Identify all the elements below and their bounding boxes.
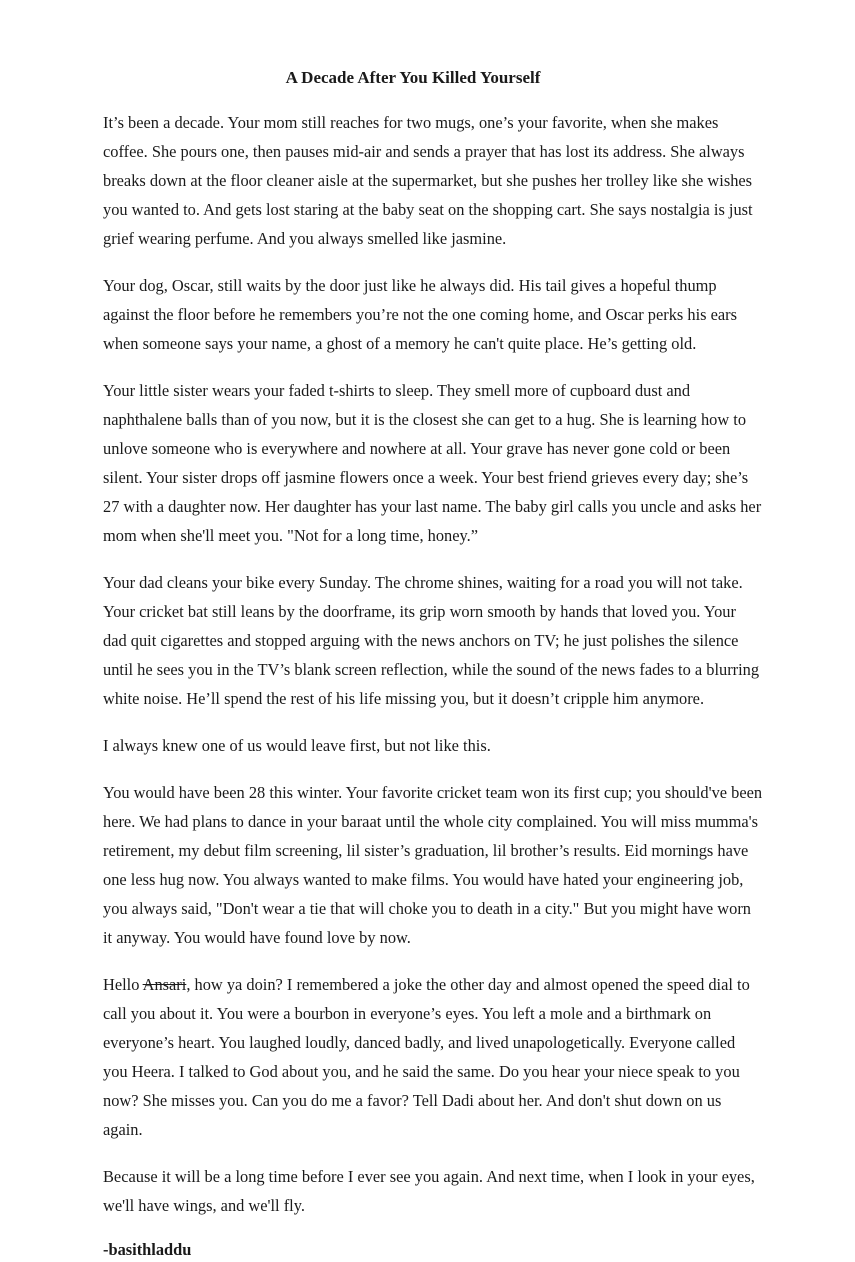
paragraph-hello — [103, 970, 763, 1144]
hello-prefix: Hello — [103, 975, 143, 994]
struck-name: Ansari — [142, 975, 187, 994]
hello-rest: , how ya doin? I remembered a joke the other day and almost opened the speed dial to call you about it. You were a bourbon in everyone’s eyes. You left a mole and a birthmark on everyone’s heart. You laughed loudly, danced badly, and lived unapologetically. Everyone called you Heera. I talked to God about you, and he said the same. Do you hear your niece speak to you now? She misses you. Can you do me a favor? Tell Dadi about her. And don't shut down on us again. — [103, 975, 750, 1139]
paragraph-sister: Your little sister wears your faded t-shirts to sleep. They smell more of cupboard dust and naphthalene balls than of you now, but it is the closest she can get to a hug. She is learning how to unlove someone who is everywhere and nowhere at all. Your grave has never gone cold or been silent. Your sister drops off jasmine flowers once a week. Your best friend grieves every day; she’s 27 with a daughter now. Her daughter has your last name. The baby girl calls you uncle and asks her mom when she'll meet you. "Not for a long time, honey.” — [103, 381, 762, 545]
paragraph-dad: Your dad cleans your bike every Sunday. The chrome shines, waiting for a road you will not take. Your cricket bat still leans by the doorframe, its grip worn smooth by hands that loved you. Your dad quit cigarettes and stopped arguing with the news anchors on TV; he just polishes the silence until he sees you in the TV’s blank screen reflection, while the sound of the news fades to a blurring white noise. He’ll spend the rest of his life missing you, but it doesn’t cripple him anymore. — [103, 573, 760, 708]
paragraph-closing: Because it will be a long time before I ever see you again. And next time, when I look in your eyes, we'll have wings, and we'll fly. — [103, 1167, 755, 1215]
document-page — [103, 66, 763, 1262]
document-title: A Decade After You Killed Yourself — [285, 68, 541, 87]
signature: -basithladdu — [103, 1240, 192, 1259]
paragraph-leave-first: I always knew one of us would leave first, but not like this. — [103, 736, 491, 755]
paragraph-would-have-been: You would have been 28 this winter. Your favorite cricket team won its first cup; you should've been here. We had plans to dance in your baraat until the whole city complained. You will miss mumma's retirement, my debut film screening, lil sister’s graduation, lil brother’s results. Eid mornings have one less hug now. You always wanted to make films. You would have hated your engineering job, you always said, "Don't wear a tie that will choke you to death in a city." But you might have worn it anyway. You would have found love by now. — [103, 783, 763, 947]
paragraph-dog: Your dog, Oscar, still waits by the door just like he always did. His tail gives a hopeful thump against the floor before he remembers you’re not the one coming home, and Oscar perks his ears when someone says your name, a ghost of a memory he can't quite place. He’s getting old. — [103, 276, 738, 353]
paragraph-mom: It’s been a decade. Your mom still reaches for two mugs, one’s your favorite, when she makes coffee. She pours one, then pauses mid-air and sends a prayer that has lost its address. She always breaks down at the floor cleaner aisle at the supermarket, but she pushes her trolley like she wishes you wanted to. And gets lost staring at the baby seat on the shopping cart. She says nostalgia is just grief wearing perfume. And you always smelled like jasmine. — [103, 113, 753, 248]
